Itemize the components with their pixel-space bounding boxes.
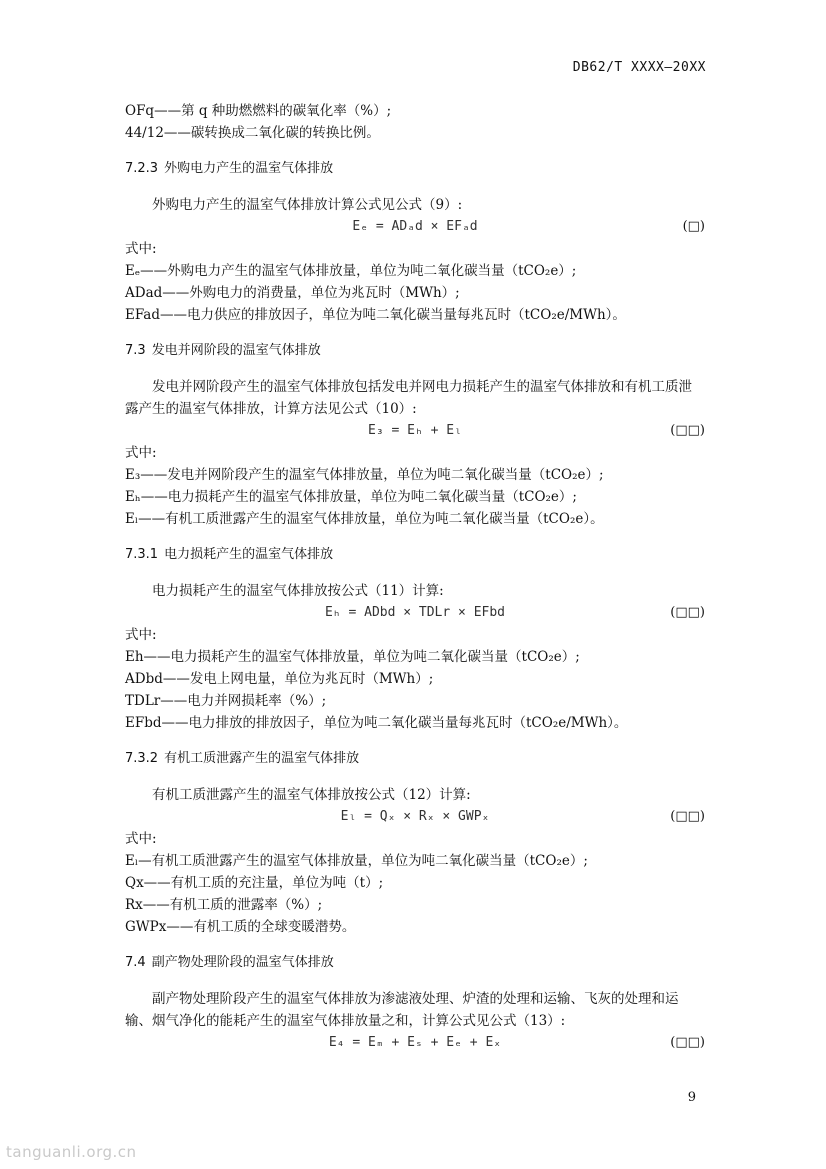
section-title: 副产物处理阶段的温室气体排放 xyxy=(151,955,334,970)
section-number: 7.3.2 xyxy=(125,751,159,766)
section-heading xyxy=(125,158,705,180)
text-line: Rx——有机工质的泄露率（%）; xyxy=(125,897,323,913)
formula-expression: E₃ = Eₕ + Eₗ xyxy=(368,423,462,438)
section-number: 7.2.3 xyxy=(125,161,159,176)
section-title: 有机工质泄露产生的温室气体排放 xyxy=(164,751,360,766)
text-line: E₃——发电并网阶段产生的温室气体排放量，单位为吨二氧化碳当量（tCO₂e）; xyxy=(125,467,604,483)
text-line: 外购电力产生的温室气体排放计算公式见公式（9）: xyxy=(152,197,463,213)
text-line: 式中: xyxy=(125,241,157,257)
text-line: EFbd——电力排放的排放因子，单位为吨二氧化碳当量每兆瓦时（tCO₂e/MWh）。 xyxy=(125,715,628,731)
text-line: Eₗ—有机工质泄露产生的温室气体排放量，单位为吨二氧化碳当量（tCO₂e）; xyxy=(125,853,588,869)
formula-number: (□□) xyxy=(670,423,705,438)
section-number: 7.4 xyxy=(125,955,146,970)
formula-line xyxy=(125,1032,705,1054)
formula-number: (□□) xyxy=(670,605,705,620)
section-heading xyxy=(125,340,705,362)
formula-number: (□) xyxy=(682,219,705,234)
text-line: OFq——第 q 种助燃燃料的碳氧化率（%）; xyxy=(125,103,392,119)
section-heading xyxy=(125,748,705,770)
text-line: Eₕ——电力损耗产生的温室气体排放量，单位为吨二氧化碳当量（tCO₂e）; xyxy=(125,489,577,505)
text-line: 有机工质泄露产生的温室气体排放按公式（12）计算: xyxy=(152,787,471,803)
site-watermark: tanguanli.org.cn xyxy=(6,1143,137,1161)
body-paragraph: 副产物处理阶段产生的温室气体排放为渗滤液处理、炉渣的处理和运输、飞灰的处理和运输、烟气净化的能耗产生的温室气体排放量之和，计算公式见公式（13）: xyxy=(125,991,679,1029)
section-heading xyxy=(125,952,705,974)
body-paragraph: 发电并网阶段产生的温室气体排放包括发电并网电力损耗产生的温室气体排放和有机工质泄露产生的温室气体排放，计算方法见公式（10）: xyxy=(125,379,692,417)
text-line: Qx——有机工质的充注量，单位为吨（t）; xyxy=(125,875,384,891)
formula-number: (□□) xyxy=(670,809,705,824)
text-line: GWPx——有机工质的全球变暖潜势。 xyxy=(125,919,356,935)
text-line: 电力损耗产生的温室气体排放按公式（11）计算: xyxy=(152,583,444,599)
section-title: 外购电力产生的温室气体排放 xyxy=(164,161,334,176)
text-line: Eh——电力损耗产生的温室气体排放量，单位为吨二氧化碳当量（tCO₂e）; xyxy=(125,649,580,665)
document-body xyxy=(125,100,705,1054)
text-line: 式中: xyxy=(125,831,157,847)
formula-line xyxy=(125,806,705,828)
text-line: TDLr——电力并网损耗率（%）; xyxy=(125,693,327,709)
formula-expression: Eₑ = ADₐd × EFₐd xyxy=(352,219,478,234)
standard-code: DB62/T XXXX—20XX xyxy=(572,60,706,75)
formula-expression: E₄ = Eₘ + Eₛ + Eₑ + Eₓ xyxy=(328,1035,502,1050)
text-line: ADad——外购电力的消费量，单位为兆瓦时（MWh）; xyxy=(125,285,460,301)
formula-number: (□□) xyxy=(670,1035,705,1050)
formula-line xyxy=(125,602,705,624)
section-number: 7.3 xyxy=(125,343,146,358)
section-title: 电力损耗产生的温室气体排放 xyxy=(164,547,334,562)
text-line: 式中: xyxy=(125,445,157,461)
text-line: 44/12——碳转换成二氧化碳的转换比例。 xyxy=(125,125,380,141)
formula-expression: Eₗ = Qₓ × Rₓ × GWPₓ xyxy=(340,809,490,824)
text-line: EFad——电力供应的排放因子，单位为吨二氧化碳当量每兆瓦时（tCO₂e/MWh）。 xyxy=(125,307,626,323)
section-heading xyxy=(125,544,705,566)
section-title: 发电并网阶段的温室气体排放 xyxy=(151,343,321,358)
formula-expression: Eₕ = ADbd × TDLr × EFbd xyxy=(324,605,505,620)
formula-line xyxy=(125,420,705,442)
text-line: Eₗ——有机工质泄露产生的温室气体排放量，单位为吨二氧化碳当量（tCO₂e）。 xyxy=(125,511,604,527)
text-line: ADbd——发电上网电量，单位为兆瓦时（MWh）; xyxy=(125,671,434,687)
page-number: 9 xyxy=(687,1090,696,1105)
formula-line xyxy=(125,216,705,238)
section-number: 7.3.1 xyxy=(125,547,159,562)
text-line: Eₑ——外购电力产生的温室气体排放量，单位为吨二氧化碳当量（tCO₂e）; xyxy=(125,263,577,279)
text-line: 式中: xyxy=(125,627,157,643)
